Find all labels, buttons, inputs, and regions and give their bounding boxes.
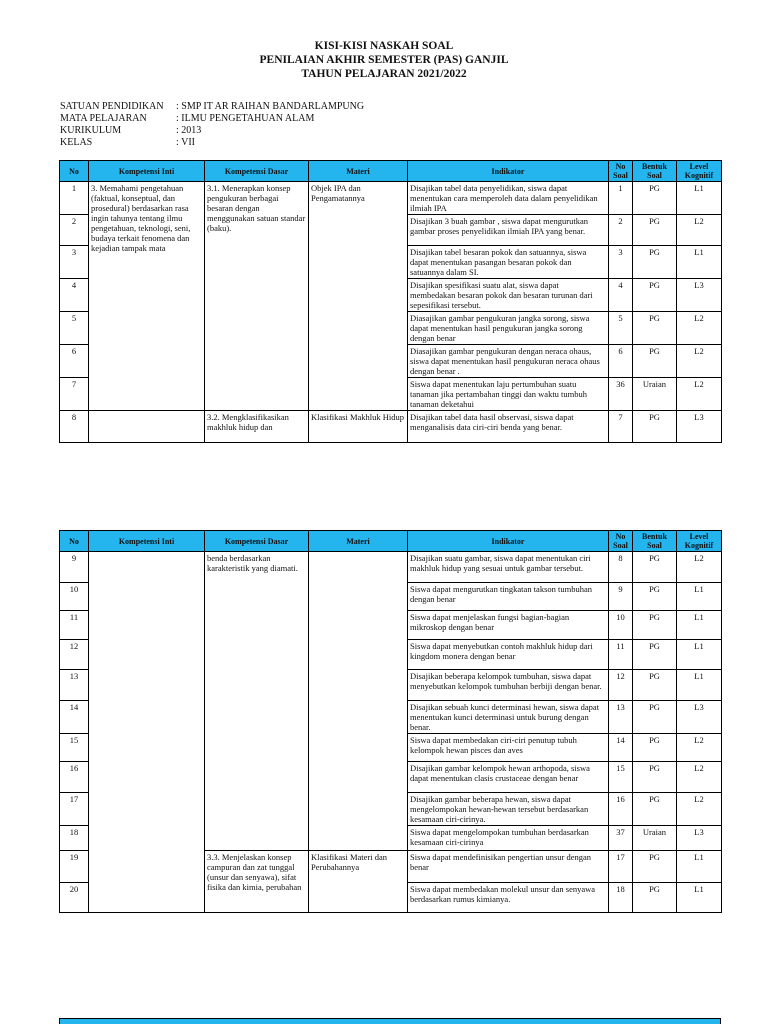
header-materi: Materi [309, 531, 408, 552]
kompetensi-dasar-cell: 3.3. Menjelaskan konsep campuran dan zat tunggal (unsur dan senyawa), sifat fisika dan kimia, perubahan [205, 851, 309, 913]
level-kognitif-cell: L3 [677, 411, 722, 443]
bentuk-soal-cell: Uraian [633, 378, 677, 411]
kisi-table-2 [59, 530, 722, 913]
materi-cell: Klasifikasi Materi dan Perubahannya [309, 851, 408, 913]
meta-row-satuan [60, 101, 364, 113]
no-soal-cell: 18 [609, 883, 633, 913]
row-no: 4 [60, 279, 89, 312]
row-no: 9 [60, 552, 89, 583]
meta-key: KELAS [60, 137, 93, 148]
row-no: 16 [60, 762, 89, 793]
level-kognitif-cell: L1 [677, 182, 722, 215]
level-kognitif-cell: L3 [677, 826, 722, 851]
header-no-soal: No Soal [609, 531, 633, 552]
row-no: 13 [60, 670, 89, 701]
row-no: 7 [60, 378, 89, 411]
no-soal-cell: 10 [609, 611, 633, 640]
no-soal-cell: 3 [609, 246, 633, 279]
row-no: 14 [60, 701, 89, 734]
indikator-cell: Diasajikan gambar pengukuran dengan neraca ohaus, siswa dapat menentukan hasil pengukuran neraca ohaus dengan benar . [408, 345, 609, 378]
header-bentuk-soal: Bentuk Soal [633, 531, 677, 552]
materi-cell: Objek IPA dan Pengamatannya [309, 182, 408, 411]
meta-value: : ILMU PENGETAHUAN ALAM [176, 113, 315, 124]
indikator-cell: Siswa dapat menentukan laju pertumbuhan suatu tanaman jika pertambahan tinggi dan waktu tumbuh tanaman deketahui [408, 378, 609, 411]
no-soal-cell: 4 [609, 279, 633, 312]
no-soal-cell: 1 [609, 182, 633, 215]
row-no: 8 [60, 411, 89, 443]
doc-meta [60, 101, 364, 149]
bentuk-soal-cell: PG [633, 734, 677, 762]
table-row [60, 182, 722, 215]
bentuk-soal-cell: PG [633, 215, 677, 246]
indikator-cell: Siswa dapat menjelaskan fungsi bagian-bagian mikroskop dengan benar [408, 611, 609, 640]
level-kognitif-cell: L2 [677, 312, 722, 345]
header-materi: Materi [309, 161, 408, 182]
bentuk-soal-cell: PG [633, 279, 677, 312]
kompetensi-inti-cell-empty [89, 411, 205, 443]
indikator-cell: Disajikan gambar kelompok hewan arthopoda, siswa dapat menentukan clasis crustaceae dengan benar [408, 762, 609, 793]
level-kognitif-cell: L3 [677, 279, 722, 312]
no-soal-cell: 37 [609, 826, 633, 851]
header-kompetensi-inti: Kompetensi Inti [89, 161, 205, 182]
doc-title-line-1: KISI-KISI NASKAH SOAL [314, 40, 454, 52]
kompetensi-inti-cell: 3. Memahami pengetahuan (faktual, konseptual, dan prosedural) berdasarkan rasa ingin tahunya tentang ilmu pengetahuan, teknologi, seni, budaya terkait fenomena dan kejadian tampak mata [89, 182, 205, 411]
bentuk-soal-cell: PG [633, 640, 677, 670]
level-kognitif-cell: L1 [677, 670, 722, 701]
kompetensi-dasar-cell: 3.1. Menerapkan konsep pengukuran berbagai besaran dengan menggunakan satuan standar (baku). [205, 182, 309, 411]
no-soal-cell: 16 [609, 793, 633, 826]
indikator-cell: Siswa dapat mengurutkan tingkatan takson tumbuhan dengan benar [408, 583, 609, 611]
no-soal-cell: 8 [609, 552, 633, 583]
row-no: 3 [60, 246, 89, 279]
meta-key: MATA PELAJARAN [60, 113, 147, 124]
row-no: 12 [60, 640, 89, 670]
level-kognitif-cell: L1 [677, 246, 722, 279]
meta-value: : VII [176, 137, 195, 148]
indikator-cell: Disajikan tabel data penyelidikan, siswa dapat menentukan cara memperoleh data dalam penyelidikan ilmiah IPA [408, 182, 609, 215]
header-kompetensi-inti: Kompetensi Inti [89, 531, 205, 552]
kisi-table-1 [59, 160, 722, 443]
materi-cell: Klasifikasi Makhluk Hidup [309, 411, 408, 443]
level-kognitif-cell: L2 [677, 552, 722, 583]
doc-title-line-2: PENILAIAN AKHIR SEMESTER (PAS) GANJIL [259, 54, 509, 66]
level-kognitif-cell: L2 [677, 215, 722, 246]
level-kognitif-cell: L1 [677, 583, 722, 611]
row-no: 2 [60, 215, 89, 246]
bentuk-soal-cell: PG [633, 883, 677, 913]
no-soal-cell: 12 [609, 670, 633, 701]
level-kognitif-cell: L1 [677, 611, 722, 640]
level-kognitif-cell: L3 [677, 701, 722, 734]
row-no: 10 [60, 583, 89, 611]
no-soal-cell: 5 [609, 312, 633, 345]
level-kognitif-cell: L2 [677, 345, 722, 378]
meta-key: SATUAN PENDIDIKAN [60, 101, 164, 112]
meta-row-kelas [60, 137, 364, 149]
header-no-soal: No Soal [609, 161, 633, 182]
indikator-cell: Disajikan tabel data hasil observasi, siswa dapat menganalisis data ciri-ciri benda yang benar. [408, 411, 609, 443]
header-indikator: Indikator [408, 161, 609, 182]
level-kognitif-cell: L1 [677, 883, 722, 913]
no-soal-cell: 9 [609, 583, 633, 611]
bentuk-soal-cell: PG [633, 611, 677, 640]
level-kognitif-cell: L1 [677, 640, 722, 670]
bentuk-soal-cell: PG [633, 411, 677, 443]
row-no: 5 [60, 312, 89, 345]
row-no: 15 [60, 734, 89, 762]
table-row [60, 411, 722, 443]
indikator-cell: Diasajikan gambar pengukuran jangka sorong, siswa dapat menentukan hasil pengukuran jangka sorong dengan benar [408, 312, 609, 345]
no-soal-cell: 2 [609, 215, 633, 246]
bentuk-soal-cell: PG [633, 182, 677, 215]
indikator-cell: Disajikan tabel besaran pokok dan satuannya, siswa dapat menentukan pasangan besaran pokok dan satuannya dalam SI. [408, 246, 609, 279]
bentuk-soal-cell: PG [633, 701, 677, 734]
doc-title-line-3: TAHUN PELAJARAN 2021/2022 [301, 68, 467, 80]
row-no: 19 [60, 851, 89, 883]
no-soal-cell: 11 [609, 640, 633, 670]
table-row [60, 552, 722, 583]
meta-row-mapel [60, 113, 364, 125]
meta-value: : SMP IT AR RAIHAN BANDARLAMPUNG [176, 101, 365, 112]
indikator-cell: Disajikan sebuah kunci determinasi hewan, siswa dapat menentukan kunci determinasi untuk burung dengan benar. [408, 701, 609, 734]
level-kognitif-cell: L2 [677, 378, 722, 411]
no-soal-cell: 6 [609, 345, 633, 378]
header-kompetensi-dasar: Kompetensi Dasar [205, 161, 309, 182]
header-bentuk-soal: Bentuk Soal [633, 161, 677, 182]
bentuk-soal-cell: PG [633, 552, 677, 583]
kompetensi-dasar-cell: 3.2. Mengklasifikasikan makhluk hidup dan [205, 411, 309, 443]
header-level-kognitif: Level Kognitif [677, 161, 722, 182]
no-soal-cell: 36 [609, 378, 633, 411]
materi-cell-empty [309, 552, 408, 851]
bentuk-soal-cell: PG [633, 851, 677, 883]
indikator-cell: Disajikan 3 buah gambar , siswa dapat mengurutkan gambar proses penyelidikan ilmiah IPA yang benar. [408, 215, 609, 246]
meta-row-kurikulum [60, 125, 364, 137]
row-no: 18 [60, 826, 89, 851]
no-soal-cell: 15 [609, 762, 633, 793]
indikator-cell: Siswa dapat mendefinisikan pengertian unsur dengan benar [408, 851, 609, 883]
bentuk-soal-cell: PG [633, 670, 677, 701]
no-soal-cell: 7 [609, 411, 633, 443]
header-indikator: Indikator [408, 531, 609, 552]
meta-key: KURIKULUM [60, 125, 122, 136]
bentuk-soal-cell: Uraian [633, 826, 677, 851]
indikator-cell: Disajikan gambar beberapa hewan, siswa dapat mengelompokan hewan-hewan tersebut berdasarkan kesamaan ciri-cirinya. [408, 793, 609, 826]
bentuk-soal-cell: PG [633, 583, 677, 611]
bentuk-soal-cell: PG [633, 246, 677, 279]
bentuk-soal-cell: PG [633, 345, 677, 378]
row-no: 20 [60, 883, 89, 913]
header-no: No [60, 531, 89, 552]
no-soal-cell: 14 [609, 734, 633, 762]
kompetensi-inti-cell-empty [89, 552, 205, 913]
level-kognitif-cell: L2 [677, 734, 722, 762]
meta-value: : 2013 [176, 125, 202, 136]
row-no: 17 [60, 793, 89, 826]
bentuk-soal-cell: PG [633, 793, 677, 826]
indikator-cell: Siswa dapat membedakan molekul unsur dan senyawa berdasarkan rumus kimianya. [408, 883, 609, 913]
bentuk-soal-cell: PG [633, 762, 677, 793]
header-level-kognitif: Level Kognitif [677, 531, 722, 552]
header-kompetensi-dasar: Kompetensi Dasar [205, 531, 309, 552]
kompetensi-dasar-cell: benda berdasarkan karakteristik yang diamati. [205, 552, 309, 851]
level-kognitif-cell: L1 [677, 851, 722, 883]
level-kognitif-cell: L2 [677, 762, 722, 793]
next-page-table-header-strip [59, 1018, 721, 1024]
indikator-cell: Siswa dapat mengelompokan tumbuhan berdasarkan kesamaan ciri-cirinya [408, 826, 609, 851]
row-no: 11 [60, 611, 89, 640]
indikator-cell: Disajikan spesifikasi suatu alat, siswa dapat membedakan besaran pokok dan besaran turunan dari sepesifikasi tersebut. [408, 279, 609, 312]
row-no: 1 [60, 182, 89, 215]
level-kognitif-cell: L2 [677, 793, 722, 826]
bentuk-soal-cell: PG [633, 312, 677, 345]
indikator-cell: Disajikan beberapa kelompok tumbuhan, siswa dapat menyebutkan kelompok tumbuhan berbiji dengan benar. [408, 670, 609, 701]
no-soal-cell: 13 [609, 701, 633, 734]
indikator-cell: Disajikan suatu gambar, siswa dapat menentukan ciri makhluk hidup yang sesuai untuk gambar tersebut. [408, 552, 609, 583]
indikator-cell: Siswa dapat menyebutkan contoh makhluk hidup dari kingdom monera dengan benar [408, 640, 609, 670]
row-no: 6 [60, 345, 89, 378]
indikator-cell: Siswa dapat membedakan ciri-ciri penutup tubuh kelompok hewan pisces dan aves [408, 734, 609, 762]
no-soal-cell: 17 [609, 851, 633, 883]
header-no: No [60, 161, 89, 182]
